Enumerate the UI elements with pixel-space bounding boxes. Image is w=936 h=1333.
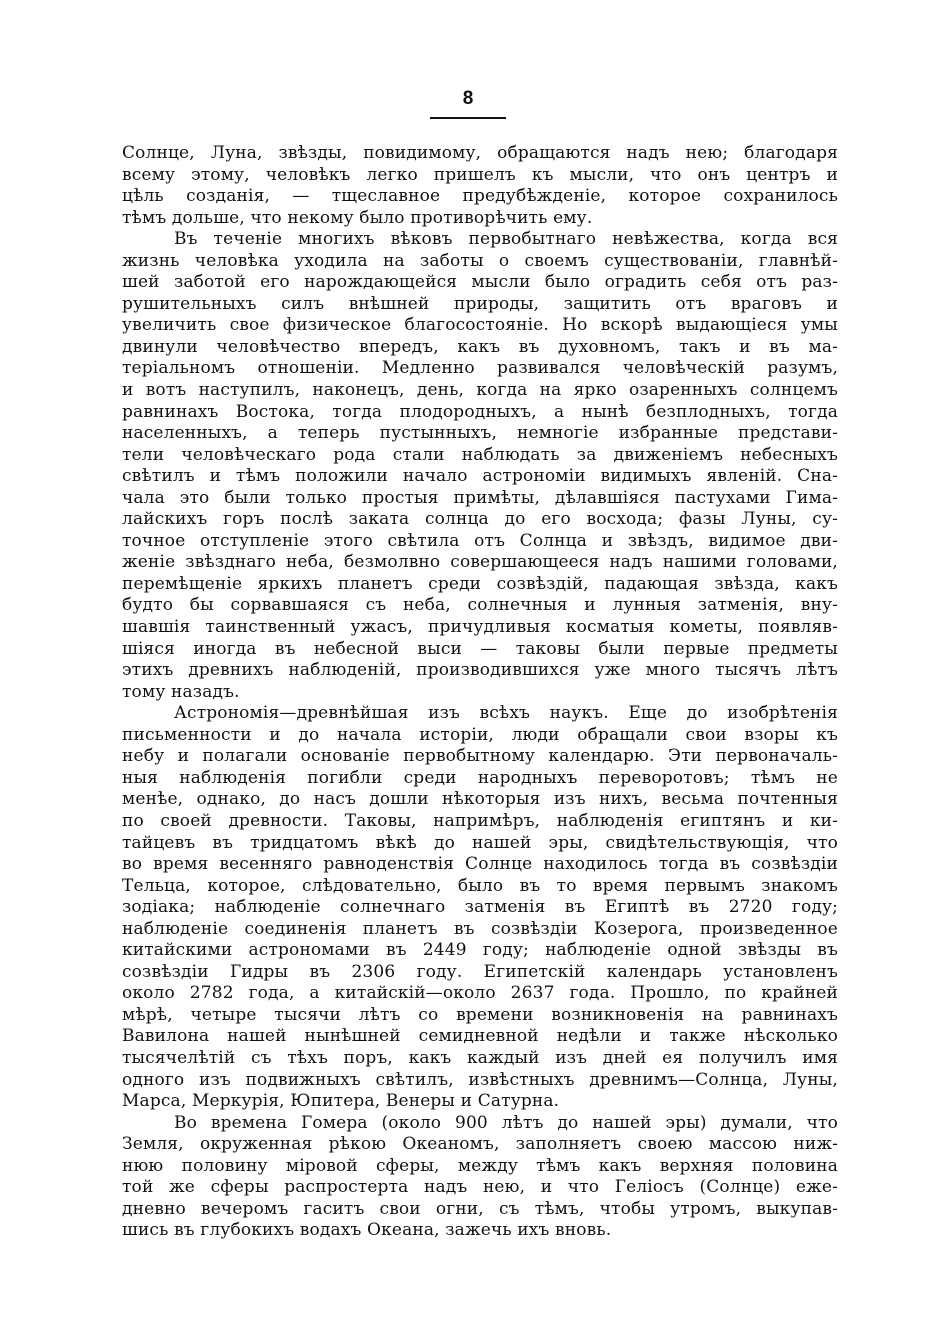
body-text — [122, 143, 838, 1242]
text-line: тайцевъ въ тридцатомъ вѣкѣ до нашей эры, свидѣтельствующія, что — [122, 832, 838, 853]
text-line: равнинахъ Востока, тогда плодородныхъ, а нынѣ безплодныхъ, тогда — [122, 401, 838, 422]
text-line: свѣтилъ и тѣмъ положили начало астрономіи видимыхъ явленій. Сна- — [122, 466, 838, 487]
text-line: тели человѣческаго рода стали наблюдать за движеніемъ небесныхъ — [122, 444, 838, 465]
text-line: двинули человѣчество впередъ, какъ въ духовномъ, такъ и въ ма- — [122, 336, 838, 357]
text-line: менѣе, однако, до насъ дошли нѣкоторыя изъ нихъ, весьма почтенныя — [122, 789, 838, 810]
text-line: Марса, Меркурія, Юпитера, Венеры и Сатурна. — [122, 1091, 560, 1112]
text-line: мѣрѣ, четыре тысячи лѣтъ со времени возникновенія на равнинахъ — [122, 1004, 838, 1025]
text-line: шей заботой его нарождающейся мысли было оградить себя отъ раз- — [122, 272, 838, 293]
text-line: зодіака; наблюденіе солнечнаго затменія въ Египтѣ въ 2720 году; — [122, 897, 838, 918]
text-line: шіяся иногда въ небесной выси — таковы были первые предметы — [122, 638, 838, 659]
text-line: всему этому, человѣкъ легко пришелъ къ мысли, что онъ центръ и — [122, 164, 838, 185]
text-line: рушительныхъ силъ внѣшней природы, защитить отъ враговъ и — [122, 293, 838, 314]
text-line: одного изъ подвижныхъ свѣтилъ, извѣстныхъ древнимъ—Солнца, Луны, — [122, 1069, 838, 1090]
text-line: и вотъ наступилъ, наконецъ, день, когда на ярко озаренныхъ солнцемъ — [122, 380, 838, 401]
text-line: нюю половину міровой сферы, между тѣмъ какъ верхняя половина — [122, 1155, 838, 1176]
text-line: той же сферы распростерта надъ нею, и что Геліосъ (Солнце) еже- — [122, 1177, 838, 1198]
text-line: тому назадъ. — [122, 681, 240, 702]
text-line: Солнце, Луна, звѣзды, повидимому, обращаются надъ нею; благодаря — [122, 143, 838, 163]
text-line: Астрономія—древнѣйшая изъ всѣхъ наукъ. Еще до изобрѣтенія — [174, 703, 838, 724]
text-line: увеличить свое физическое благосостояніе. Но вскорѣ выдающіеся умы — [122, 315, 838, 336]
page-number-rule — [430, 117, 506, 119]
text-line: письменности и до начала исторіи, люди обращали свои взоры къ — [122, 724, 838, 745]
text-line: теріальномъ отношеніи. Медленно развивался человѣческій разумъ, — [122, 358, 838, 379]
text-line: цѣль созданія, — тщеславное предубѣжденіе, которое сохранилось — [122, 186, 838, 207]
text-line: тысячелѣтій съ тѣхъ поръ, какъ каждый изъ дней ея получилъ имя — [122, 1047, 838, 1068]
text-line: шавшія таинственный ужасъ, причудливыя косматыя кометы, появляв- — [122, 617, 838, 638]
text-line: китайскими астрономами въ 2449 году; наблюденіе одной звѣзды въ — [122, 940, 838, 961]
text-line: тѣмъ дольше, что некому было противорѣчить ему. — [122, 207, 593, 228]
text-line: перемѣщеніе яркихъ планетъ среди созвѣздій, падающая звѣзда, какъ — [122, 573, 838, 594]
text-line: Во времена Гомера (около 900 лѣтъ до нашей эры) думали, что — [174, 1112, 838, 1133]
text-line: наблюденіе соединенія планетъ въ созвѣздіи Козерога, произведенное — [122, 918, 838, 939]
text-line: во время весенняго равноденствія Солнце находилось тогда въ созвѣздіи — [122, 854, 838, 875]
text-line: лайскихъ горъ послѣ заката солнца до его восхода; фазы Луны, су- — [122, 509, 838, 530]
text-line: шись въ глубокихъ водахъ Океана, зажечь ихъ вновь. — [122, 1220, 612, 1241]
text-line: чала это были только простыя примѣты, дѣлавшіяся пастухами Гима- — [122, 487, 838, 508]
text-line: созвѣздіи Гидры въ 2306 году. Египетскій календарь установленъ — [122, 961, 838, 982]
text-line: около 2782 года, а китайскій—около 2637 года. Прошло, по крайней — [122, 983, 838, 1004]
text-line: небу и полагали основаніе первобытному календарю. Эти первоначаль- — [122, 746, 838, 767]
text-line: Земля, окруженная рѣкою Океаномъ, заполняетъ своею массою ниж- — [122, 1134, 838, 1155]
text-line: Въ теченіе многихъ вѣковъ первобытнаго невѣжества, когда вся — [174, 229, 838, 250]
text-line: Вавилона нашей нынѣшней семидневной недѣли и также нѣсколько — [122, 1026, 838, 1047]
text-line: будто бы сорвавшаяся съ неба, солнечныя и лунныя затменія, вну- — [122, 595, 838, 616]
text-line: по своей древности. Таковы, напримѣръ, наблюденія египтянъ и ки- — [122, 810, 838, 831]
text-line: этихъ древнихъ наблюденій, производившихся уже много тысячъ лѣтъ — [122, 660, 838, 681]
text-line: женіе звѣзднаго неба, безмолвно совершающееся надъ нашими головами, — [122, 552, 838, 573]
text-line: Тельца, которое, слѣдовательно, было въ то время первымъ знакомъ — [122, 875, 838, 896]
page-number: 8 — [462, 88, 474, 109]
text-line: дневно вечеромъ гаситъ свои огни, съ тѣмъ, чтобы утромъ, выкупав- — [122, 1198, 838, 1219]
text-line: ныя наблюденія погибли среди народныхъ переворотовъ; тѣмъ не — [122, 767, 838, 788]
text-line: населенныхъ, а теперь пустынныхъ, немногіе избранные представи- — [122, 423, 838, 444]
text-line: точное отступленіе этого свѣтила отъ Солнца и звѣздъ, видимое дви- — [122, 530, 838, 551]
text-line: жизнь человѣка уходила на заботы о своемъ существованіи, главнѣй- — [122, 250, 838, 271]
